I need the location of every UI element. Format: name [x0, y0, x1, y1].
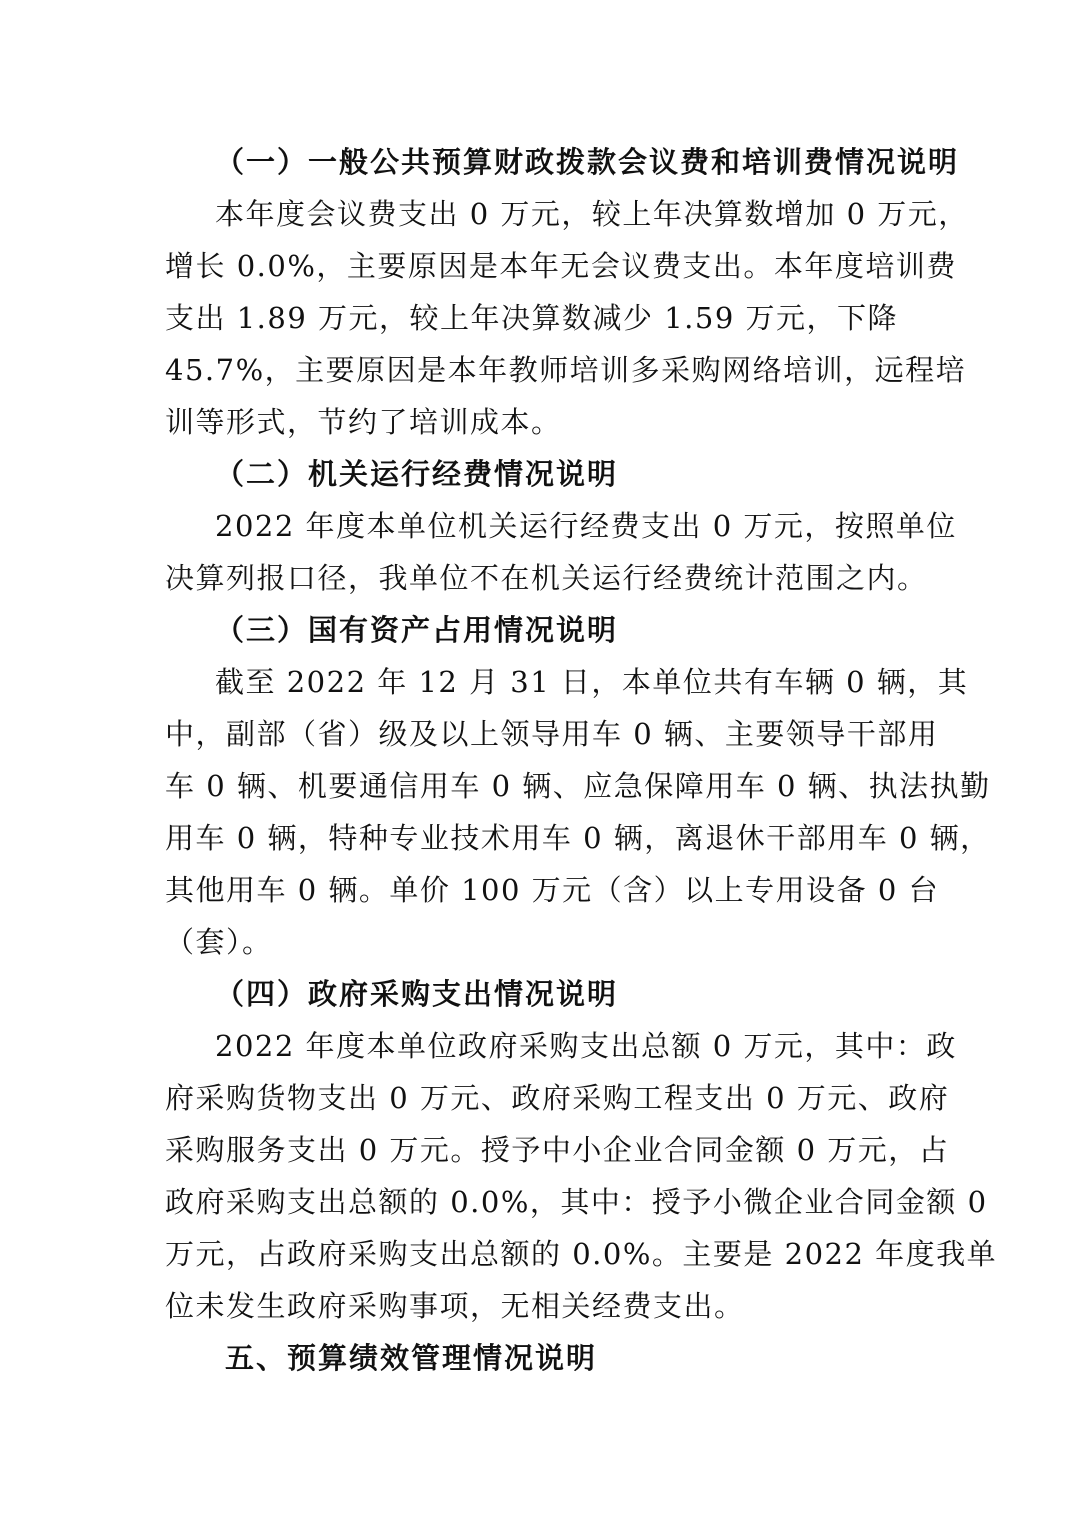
section-heading-state-assets: （三）国有资产占用情况说明 — [215, 613, 619, 647]
paragraph-line: 府采购货物支出 0 万元、政府采购工程支出 0 万元、政府 — [165, 1081, 950, 1115]
paragraph-line: 45.7%，主要原因是本年教师培训多采购网络培训，远程培 — [165, 353, 967, 387]
paragraph-line: 采购服务支出 0 万元。授予中小企业合同金额 0 万元，占 — [165, 1133, 950, 1167]
section-heading-procurement: （四）政府采购支出情况说明 — [215, 977, 619, 1011]
paragraph-line: 政府采购支出总额的 0.0%，其中：授予小微企业合同金额 0 — [165, 1185, 988, 1219]
paragraph-line: 训等形式，节约了培训成本。 — [165, 405, 562, 439]
section-heading-operating-costs: （二）机关运行经费情况说明 — [215, 457, 619, 491]
paragraph-line: 中，副部（省）级及以上领导用车 0 辆、主要领导干部用 — [165, 717, 939, 751]
paragraph-line: 其他用车 0 辆。单价 100 万元（含）以上专用设备 0 台 — [165, 873, 940, 907]
paragraph-line: 车 0 辆、机要通信用车 0 辆、应急保障用车 0 辆、执法执勤 — [165, 769, 991, 803]
paragraph-line: 2022 年度本单位机关运行经费支出 0 万元，按照单位 — [215, 509, 957, 543]
paragraph-line: 支出 1.89 万元，较上年决算数减少 1.59 万元，下降 — [165, 301, 899, 335]
paragraph-line: （套）。 — [165, 925, 273, 959]
paragraph-line: 决算列报口径，我单位不在机关运行经费统计范围之内。 — [165, 561, 928, 595]
paragraph-line: 增长 0.0%，主要原因是本年无会议费支出。本年度培训费 — [165, 249, 957, 283]
paragraph-line: 截至 2022 年 12 月 31 日，本单位共有车辆 0 辆，其 — [215, 665, 969, 699]
paragraph-line: 位未发生政府采购事项，无相关经费支出。 — [165, 1289, 745, 1323]
paragraph-line: 2022 年度本单位政府采购支出总额 0 万元，其中：政 — [215, 1029, 957, 1063]
section-heading-performance-management: 五、预算绩效管理情况说明 — [225, 1341, 598, 1375]
paragraph-line: 用车 0 辆，特种专业技术用车 0 辆，离退休干部用车 0 辆， — [165, 821, 991, 855]
section-heading-meeting-training: （一）一般公共预算财政拨款会议费和培训费情况说明 — [215, 145, 960, 179]
paragraph-line: 本年度会议费支出 0 万元，较上年决算数增加 0 万元， — [215, 197, 969, 231]
paragraph-line: 万元，占政府采购支出总额的 0.0%。主要是 2022 年度我单 — [165, 1237, 998, 1271]
